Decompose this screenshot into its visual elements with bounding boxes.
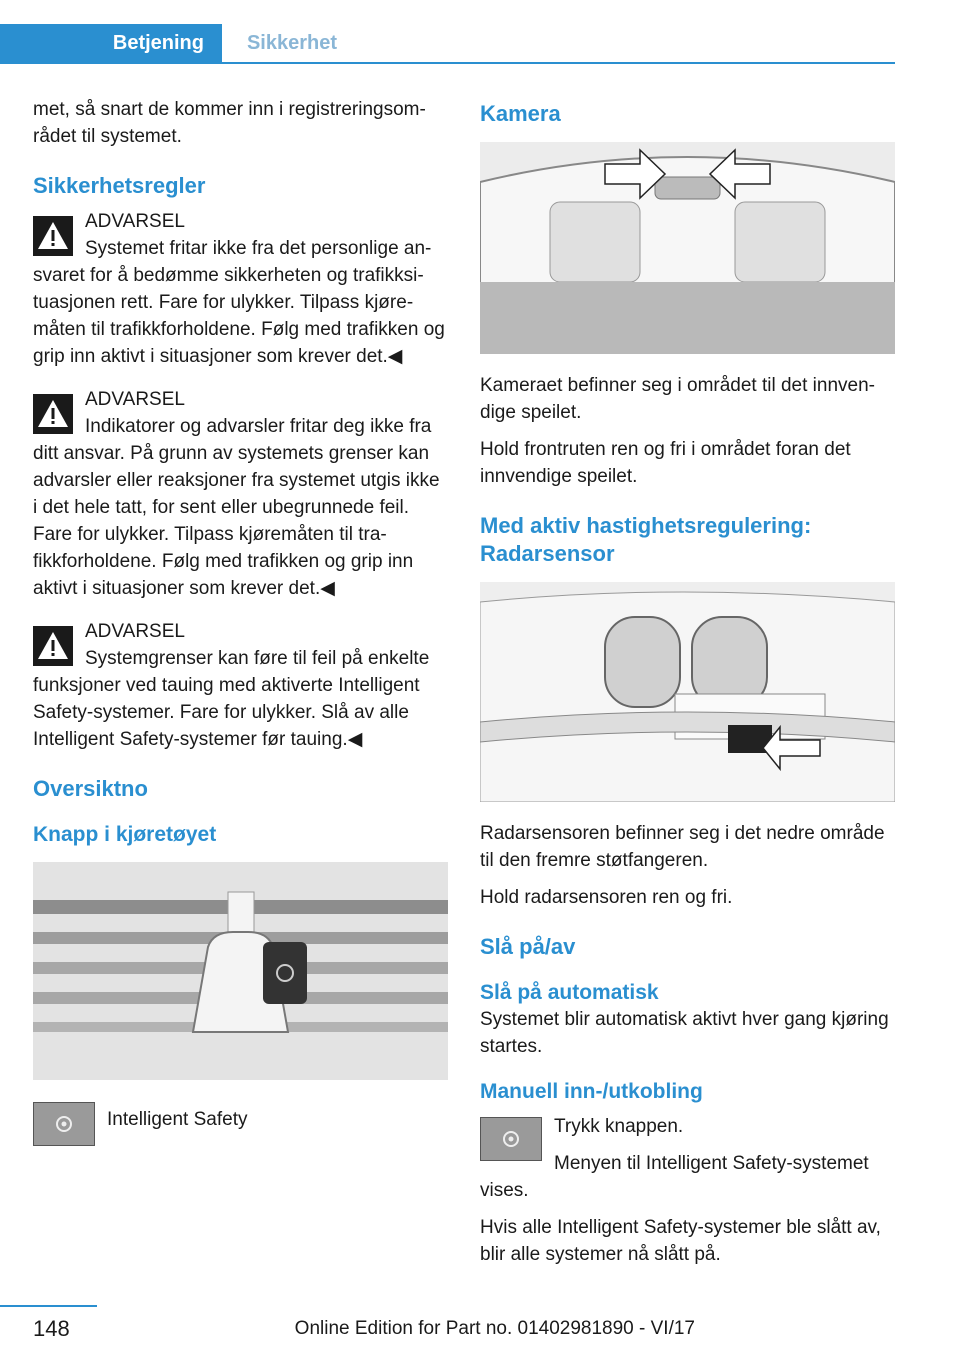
warning-text: Systemgrenser kan føre til feil på enkelte funksjoner ved tauing med aktiverte Intelligent Safety-systemer. Fare for ulykker. Slå av alle Intelligent Safety-systemer før tauing.◀ — [33, 648, 430, 750]
radar-text-1: Radarsensoren befinner seg i det nedre område til den fremre støtfangeren. — [480, 823, 885, 871]
manuell-text-3: Hvis alle Intelligent Safety-systemer ble slått av, blir alle systemer nå slått på. — [480, 1217, 881, 1265]
heading-knapp: Knapp i kjøretøyet — [33, 823, 217, 846]
manuell-text-2: Menyen til Intelligent Safety-systemet vises. — [480, 1153, 869, 1201]
kamera-text-2: Hold frontruten ren og fri i området foran det innvendige speilet. — [480, 439, 851, 487]
button-caption: Intelligent Safety — [107, 1109, 248, 1130]
page-number: 148 — [33, 1316, 70, 1341]
heading-kamera: Kamera — [480, 101, 561, 126]
header-tabs — [0, 24, 895, 64]
warning-triangle-icon — [33, 626, 73, 666]
edition-text: Online Edition for Part no. 01402981890 - VI/17 — [294, 1318, 695, 1339]
warning-title: ADVARSEL — [85, 621, 185, 642]
auto-text: Systemet blir automatisk aktivt hver gang kjøring startes. — [480, 1009, 889, 1057]
grille-button-illustration — [33, 862, 448, 1080]
warning-triangle-icon — [33, 394, 73, 434]
warning-title: ADVARSEL — [85, 211, 185, 232]
footer-rule — [0, 1305, 97, 1307]
heading-oversiktno: Oversiktno — [33, 776, 148, 801]
button-figure — [33, 862, 448, 1080]
warning-block-1 — [33, 208, 448, 370]
warning-text: Indikatorer og advarsler fritar deg ikke fra ditt ansvar. På grunn av systemets grenser kan advarsler eller reaksjoner fra systemet utgis ikke i det hele tatt, for sent eller ubegrunnede feil. Fare for ulykker. Tilpass kjøremåten til trafikkforholdene. Følg med trafikken og grip inn aktivt i situasjoner som krever det.◀ — [33, 416, 440, 599]
intelligent-safety-button-icon[interactable] — [33, 1102, 95, 1146]
camera-figure — [480, 142, 895, 354]
heading-slaa-paa-automatisk: Slå på automatisk — [480, 981, 659, 1004]
heading-sikkerhetsregler: Sikkerhetsregler — [33, 173, 206, 198]
intro-text: met, så snart de kommer inn i registreringsområdet til systemet. — [33, 99, 426, 147]
radar-figure — [480, 582, 895, 802]
radar-illustration — [480, 582, 895, 802]
warning-text: Systemet fritar ikke fra det personlige ansvaret for å bedømme sikkerheten og trafikksituasjonen rett. Fare for ulykker. Tilpass kjøremåten til trafikkforholdene. Følg med trafikken og grip inn aktivt i situasjoner som krever det.◀ — [33, 238, 445, 367]
kamera-text-1: Kameraet befinner seg i området til det innvendige speilet. — [480, 375, 875, 423]
manual-button-row — [480, 1113, 895, 1214]
left-column — [33, 96, 448, 1150]
warning-block-3 — [33, 618, 448, 753]
manuell-text-1: Trykk knappen. — [554, 1116, 684, 1137]
radar-text-2: Hold radarsensoren ren og fri. — [480, 887, 733, 908]
heading-radarsensor: Med aktiv hastighetsregulering: Radarsensor — [480, 513, 812, 566]
tab-betjening[interactable]: Betjening — [0, 24, 222, 62]
right-column — [480, 96, 895, 1278]
warning-triangle-icon — [33, 216, 73, 256]
camera-illustration — [480, 142, 895, 354]
button-caption-row — [33, 1098, 448, 1150]
warning-title: ADVARSEL — [85, 389, 185, 410]
heading-slaa-paa-av: Slå på/av — [480, 934, 576, 959]
heading-manuell: Manuell inn-/utkobling — [480, 1080, 703, 1103]
warning-block-2 — [33, 386, 448, 602]
intelligent-safety-button-icon[interactable] — [480, 1117, 542, 1161]
tab-sikkerhet[interactable]: Sikkerhet — [246, 32, 338, 54]
